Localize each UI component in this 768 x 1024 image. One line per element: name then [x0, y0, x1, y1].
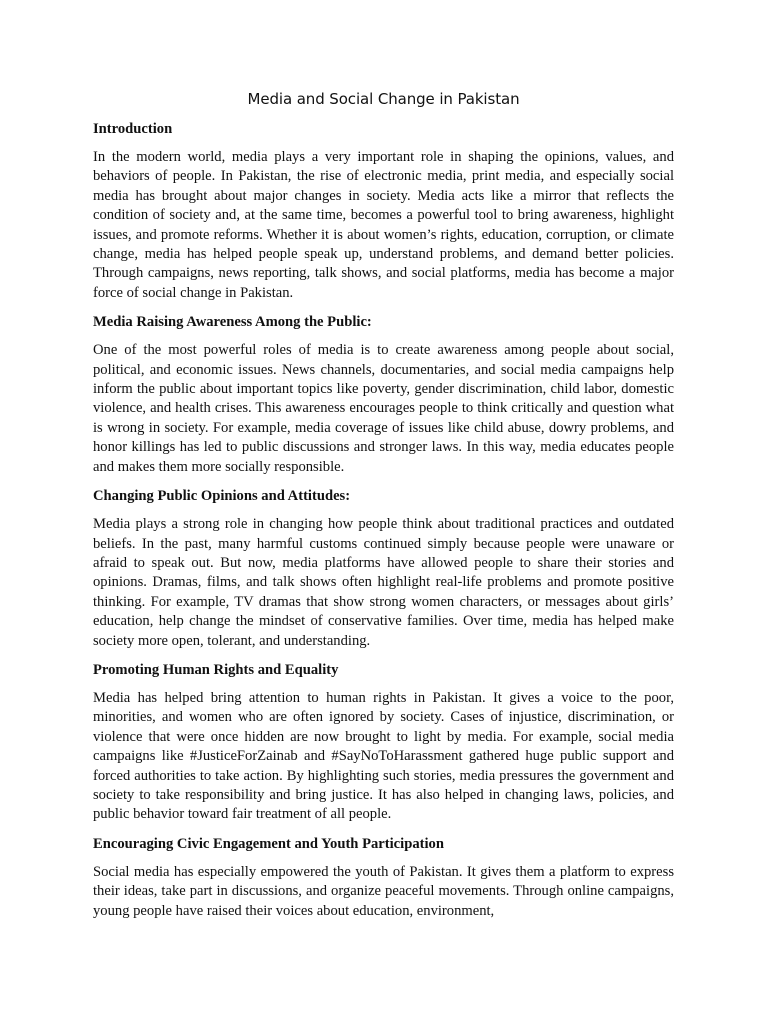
section-paragraph: Media has helped bring attention to human rights in Pakistan. It gives a voice to the poor, minorities, and women who are often ignored by society. Cases of injustice, discrimination, or violence that were once hidden are now brought to light by media. For example, social media campaigns like #JusticeForZainab and #SayNoToHarassment gathered huge public support and forced authorities to take action. By highlighting such stories, media pressures the government and society to take responsibility and bring justice. It has also helped in changing laws, policies, and public behavior toward fair treatment of all people.: [93, 689, 674, 823]
section-paragraph: In the modern world, media plays a very important role in shaping the opinions, values, and behaviors of people. In Pakistan, the rise of electronic media, print media, and especially social media has brought about major changes in society. Media acts like a mirror that reflects the condition of society and, at the same time, becomes a powerful tool to bring awareness, highlight issues, and promote reforms. Whether it is about women’s rights, education, corruption, or climate change, media has helped people speak up, understand problems, and demand better policies. Through campaigns, news reporting, talk shows, and social platforms, media has become a major force of social change in Pakistan.: [93, 149, 674, 301]
section-civic-engagement: [93, 835, 674, 921]
document-title: Media and Social Change in Pakistan: [247, 90, 520, 108]
section-introduction: [93, 120, 674, 303]
section-heading: Media Raising Awareness Among the Public:: [93, 314, 372, 331]
section-changing-public-opinions: [93, 487, 674, 651]
section-heading: Changing Public Opinions and Attitudes:: [93, 488, 351, 505]
section-heading: Introduction: [93, 121, 173, 137]
section-media-raising-awareness: [93, 313, 674, 477]
section-paragraph: One of the most powerful roles of media is to create awareness among people about social, political, and economic issues. News channels, documentaries, and social media campaigns help inform the public about important topics like poverty, gender discrimination, child labor, domestic violence, and health crises. This awareness encourages people to think critically and question what is wrong in society. For example, media coverage of issues like child abuse, dowry problems, and honor killings has led to public discussions and stronger laws. In this way, media educates people and makes them more socially responsible.: [93, 342, 674, 475]
document-page: [93, 82, 674, 931]
section-paragraph: Media plays a strong role in changing how people think about traditional practices and outdated beliefs. In the past, many harmful customs continued simply because people were unaware or afraid to speak out. But now, media platforms have allowed people to share their stories and opinions. Dramas, films, and talk shows often highlight real-life problems and promote positive thinking. For example, TV dramas that show strong women characters, or messages about girls’ education, help change the mindset of conservative families. Over time, media has helped make society more open, tolerant, and understanding.: [93, 516, 674, 649]
section-heading: Promoting Human Rights and Equality: [93, 661, 339, 678]
section-promoting-human-rights: [93, 661, 674, 825]
section-paragraph: Social media has especially empowered the youth of Pakistan. It gives them a platform to express their ideas, take part in discussions, and organize peaceful movements. Through online campaigns, young people have raised their voices about education, environment,: [93, 863, 674, 919]
section-heading: Encouraging Civic Engagement and Youth Participation: [93, 835, 444, 852]
